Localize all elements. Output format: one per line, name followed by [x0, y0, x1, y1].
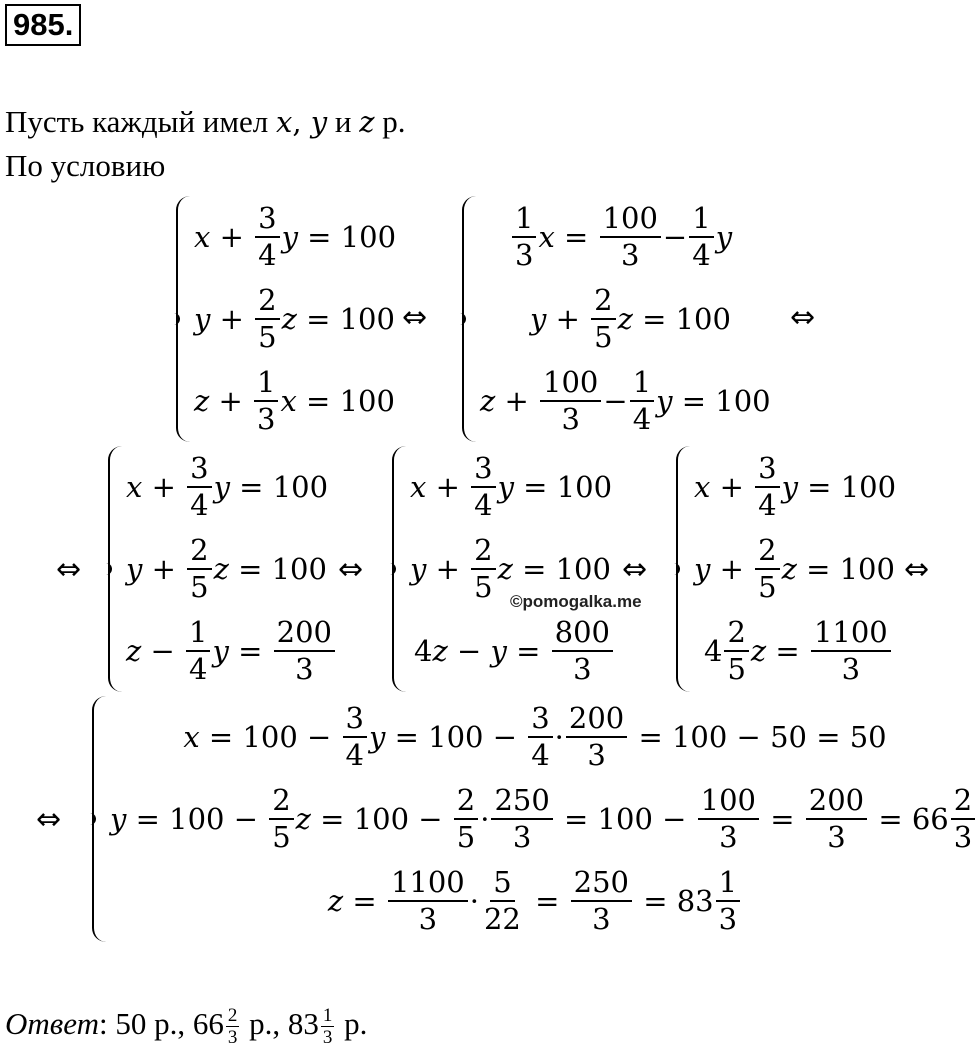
- answer-suffix: р.: [336, 1006, 368, 1041]
- iff-symbol: ⇔: [56, 552, 82, 587]
- equation: y + $\frac{2}{5}$ z = 100: [410, 533, 611, 604]
- answer: [5, 1006, 367, 1047]
- equation: 4 $\frac{2}{5}$ z = $\frac{1100}{3}$: [694, 610, 916, 692]
- iff-symbol: ⇔: [402, 300, 428, 335]
- iff-symbol: ⇔: [904, 552, 930, 587]
- equation: z − $\frac{1}{4}$ y = $\frac{200}{3}$: [126, 610, 348, 692]
- system-2: [462, 196, 792, 442]
- equation: x + $\frac{3}{4}$ y = 100: [126, 451, 329, 522]
- equation: y + $\frac{2}{5}$ z = 100: [694, 533, 895, 604]
- conjunction: и: [327, 104, 360, 139]
- iff-symbol: ⇔: [790, 300, 816, 335]
- equation: y + $\frac{2}{5}$ z = 100: [126, 533, 327, 604]
- var-y: y: [310, 105, 328, 139]
- intro-text: Пусть каждый имел: [5, 104, 276, 139]
- answer-fraction-1: $\frac{2}{3}$: [227, 1005, 238, 1049]
- equation: y = 100 − $\frac{2}{5}$ z = 100 − $\frac{2}{5}$ · $\frac{250}{3}$ = 100 − $\frac{100}{3}$ = $\frac{200}{3}$ = 66 $\frac{2}{3}$: [110, 778, 960, 860]
- equation: y + $\frac{2}{5}$ z = 100: [530, 283, 731, 354]
- answer-label: Ответ: [5, 1006, 99, 1041]
- system-1: [176, 196, 416, 442]
- system-4: [392, 446, 632, 692]
- equation: 4 z − y = $\frac{800}{3}$: [410, 610, 632, 692]
- watermark: ©pomogalka.me: [510, 592, 642, 611]
- system-final: [92, 696, 973, 942]
- answer-value-2: р., 83: [241, 1006, 319, 1041]
- answer-fraction-2: $\frac{1}{3}$: [322, 1005, 333, 1049]
- intro-suffix: р.: [374, 104, 406, 139]
- equation: x = 100 − $\frac{3}{4}$ y = 100 − $\frac{3}{4}$ · $\frac{200}{3}$ = 100 − 50 = 50: [183, 701, 887, 772]
- iff-symbol: ⇔: [36, 802, 62, 837]
- separator: ,: [292, 105, 311, 139]
- equation: x + $\frac{3}{4}$ y = 100: [694, 451, 897, 522]
- equation: $\frac{1}{3}$ x = $\frac{100}{3}$ − $\frac{1}{4}$ y: [480, 196, 792, 278]
- answer-value-1: 50 р., 66: [107, 1006, 224, 1041]
- equation: z = $\frac{1100}{3}$ · $\frac{5}{22}$ = $\frac{250}{3}$ = 83 $\frac{1}{3}$: [110, 860, 960, 942]
- system-3: [108, 446, 348, 692]
- answer-colon: :: [98, 1006, 108, 1041]
- equation: x + $\frac{3}{4}$ y = 100: [410, 451, 613, 522]
- intro-line-1: [5, 104, 406, 140]
- iff-symbol: ⇔: [622, 552, 648, 587]
- equation: y + $\frac{2}{5}$ z = 100: [194, 283, 395, 354]
- var-z: z: [359, 105, 375, 139]
- problem-number: 985.: [5, 4, 81, 46]
- iff-symbol: ⇔: [338, 552, 364, 587]
- equation: z + $\frac{100}{3}$ − $\frac{1}{4}$ y = 100: [480, 365, 771, 436]
- system-5: [676, 446, 916, 692]
- equation: x + $\frac{3}{4}$ y = 100: [194, 201, 397, 272]
- equation: z + $\frac{1}{3}$ x = 100: [194, 365, 395, 436]
- var-x: x: [275, 105, 293, 139]
- intro-line-2: По условию: [5, 148, 166, 183]
